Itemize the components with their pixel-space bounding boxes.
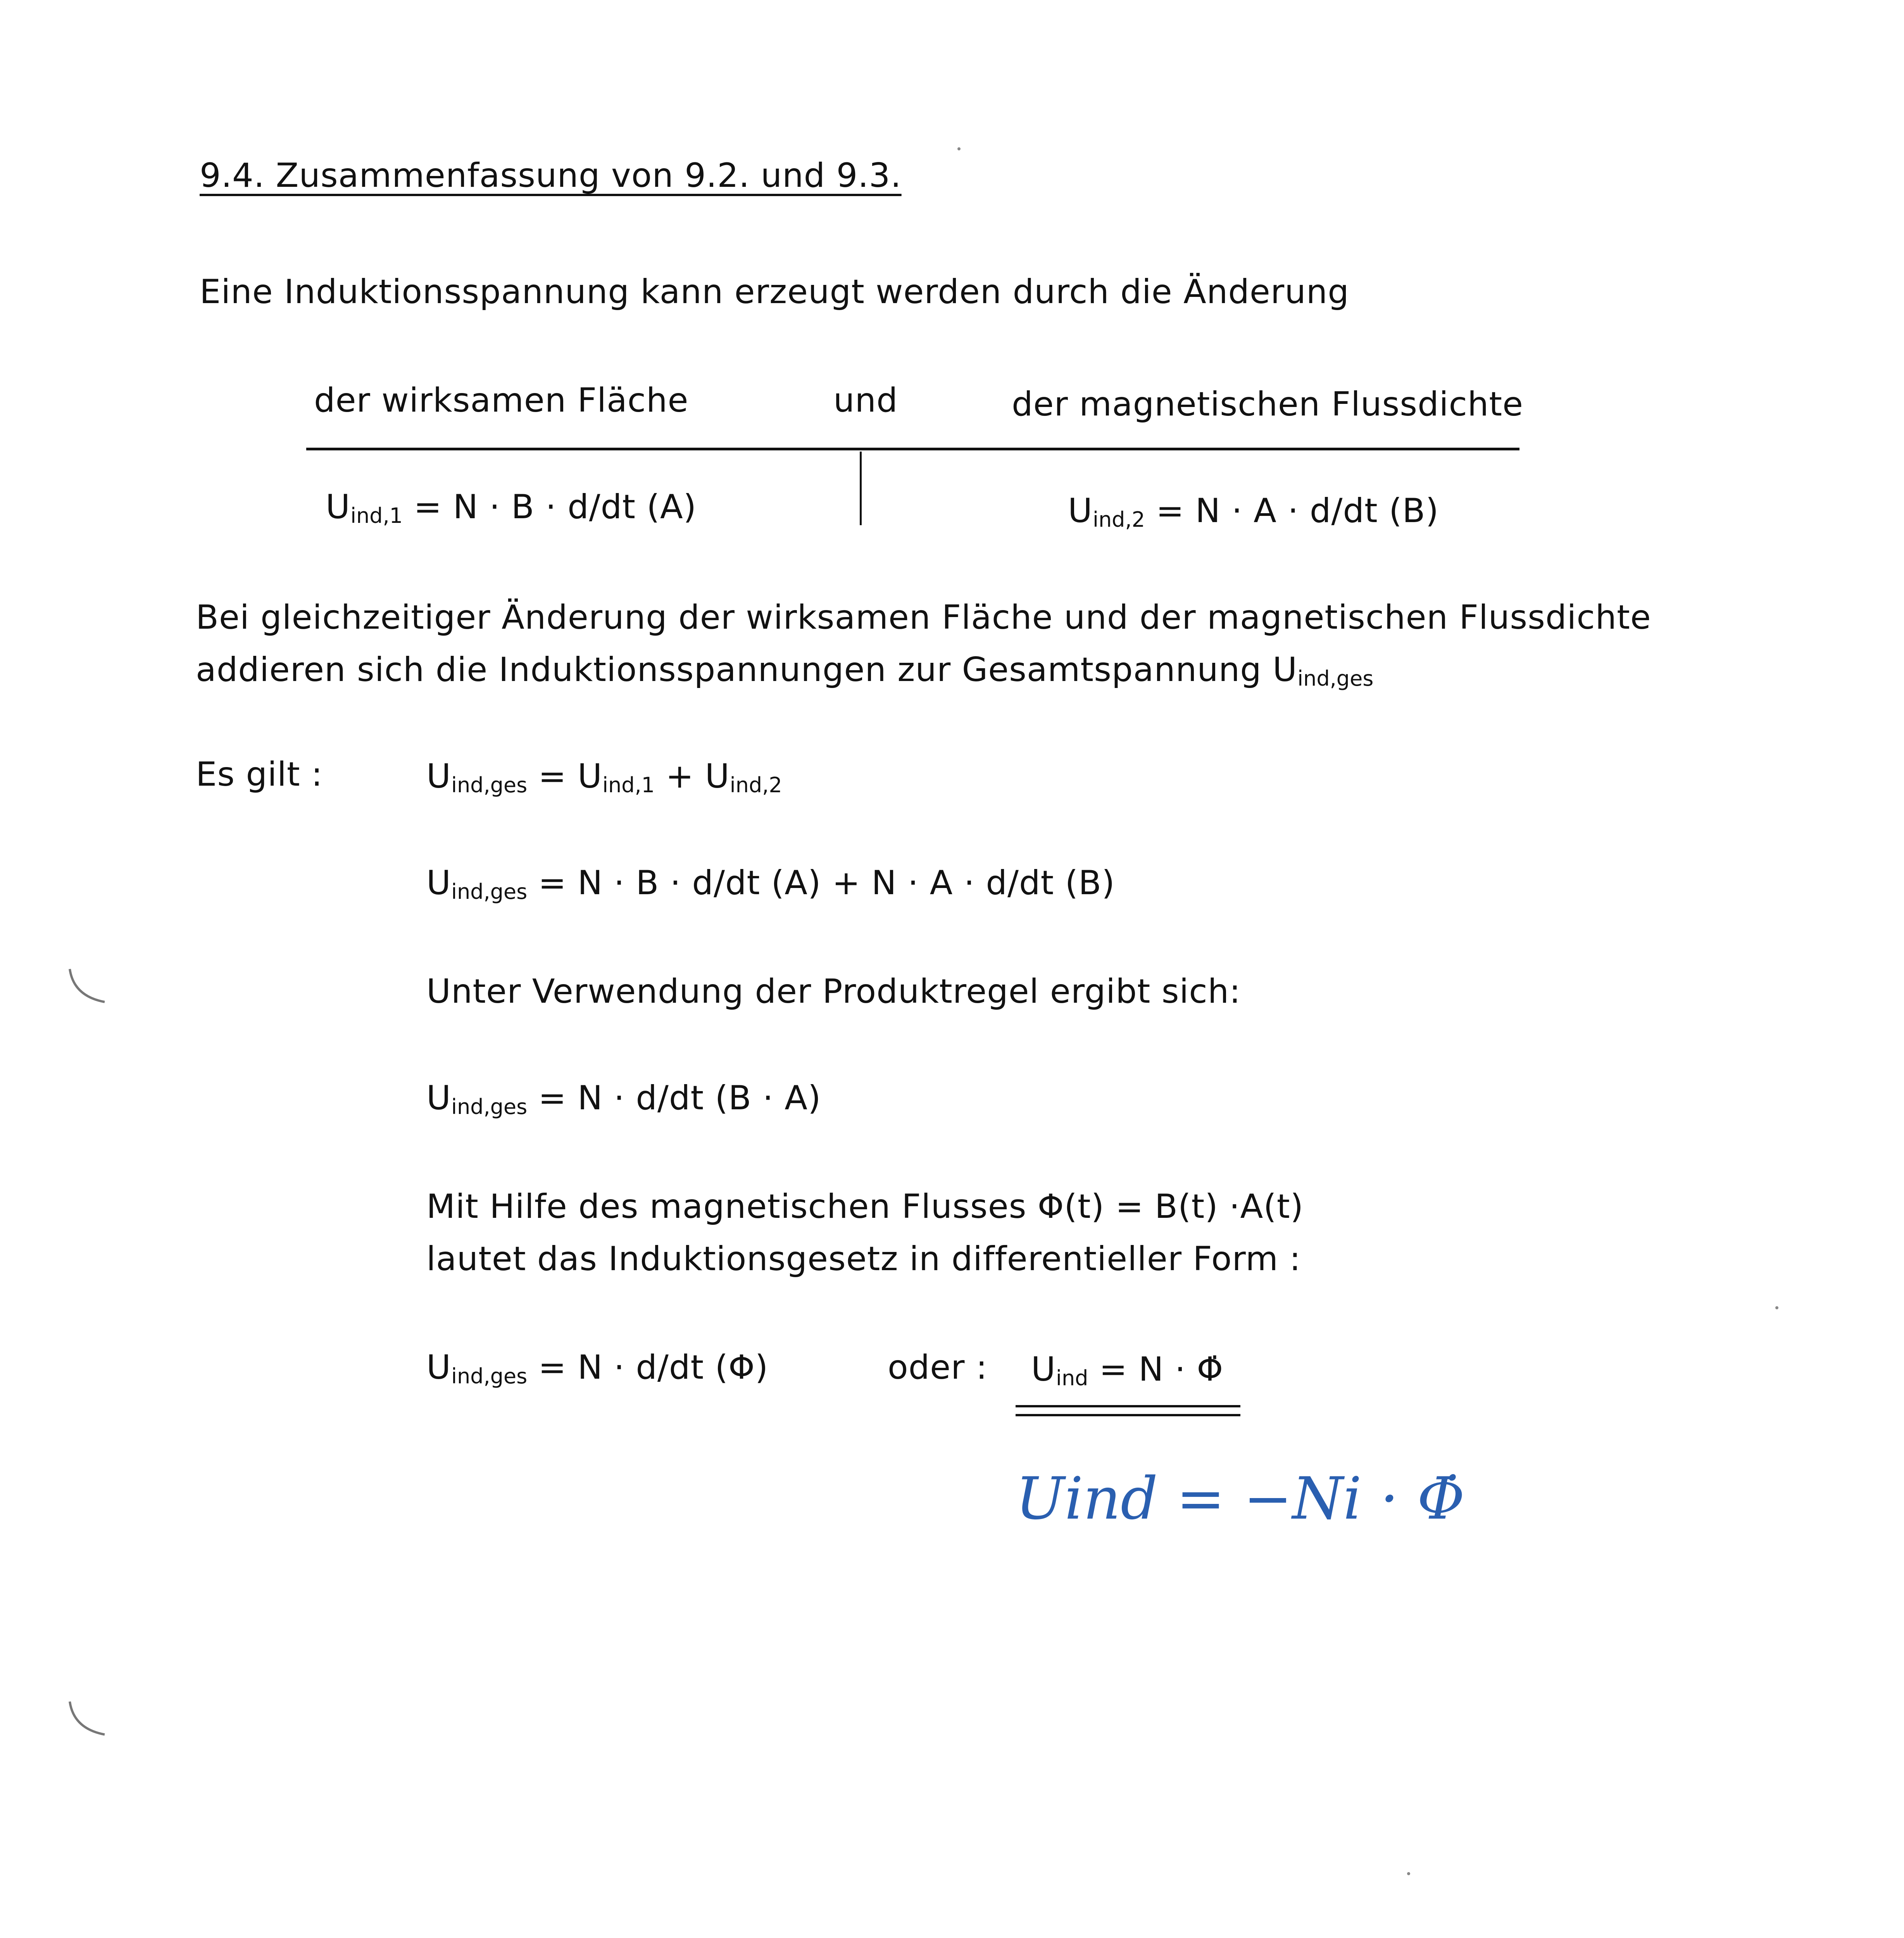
table-col-mid: und <box>833 381 898 420</box>
table-right-formula: $U_{ind,2} = N \cdot A \cdot d/dt$ (B) <box>1068 491 1439 532</box>
equation-2: $U_{ind,ges} = N \cdot B \cdot d/dt$ (A) + N · A · d/dt (B) <box>426 864 1115 904</box>
equation-4: $U_{ind,ges} = N \cdot d/dt$ (Φ) <box>426 1348 769 1388</box>
handwritten-formula: Uind = −Ni · Φ̇ <box>1016 1465 1465 1533</box>
intro-text: Eine Induktionsspannung kann erzeugt werden durch die Änderung <box>200 272 1349 311</box>
table-horizontal-rule <box>306 448 1519 450</box>
table-left-formula: $U_{ind,1} = N \cdot B \cdot d/dt$ (A) <box>326 488 697 528</box>
punch-hole-mark-lower <box>62 1698 116 1744</box>
double-underline-bottom <box>1016 1414 1240 1416</box>
equation-3: $U_{ind,ges} = N \cdot d/dt$ (B · A) <box>426 1079 821 1119</box>
scan-speck <box>1407 1872 1410 1875</box>
para2-line2: addieren sich die Induktionsspannungen zur Gesamtspannung $U_{ind,ges}$ <box>196 650 1374 691</box>
oder-label: oder : <box>888 1348 988 1387</box>
double-underline-top <box>1016 1405 1240 1407</box>
es-gilt-label: Es gilt : <box>196 755 323 794</box>
mit-hilfe-text: Mit Hilfe des magnetischen Flusses Φ(t) = B(t) ·A(t) <box>426 1187 1304 1226</box>
produktregel-text: Unter Verwendung der Produktregel ergibt sich: <box>426 972 1241 1011</box>
table-vertical-divider <box>860 452 862 525</box>
equation-1: $U_{ind,ges} = U_{ind,1} + U_{ind,2}$ <box>426 757 782 797</box>
lautet-text: lautet das Induktionsgesetz in differentieller Form : <box>426 1240 1301 1278</box>
scan-speck <box>1775 1306 1778 1309</box>
punch-hole-mark-upper <box>62 965 116 1012</box>
equation-5: $U_{ind} = N$ · Φ̇ <box>1031 1350 1224 1390</box>
table-col-right: der magnetischen Flussdichte <box>1012 385 1524 424</box>
para2-line1: Bei gleichzeitiger Änderung der wirksamen Fläche und der magnetischen Flussdichte <box>196 598 1651 637</box>
table-col-left: der wirksamen Fläche <box>314 381 689 420</box>
scan-speck <box>957 147 961 150</box>
section-heading: 9.4. Zusammenfassung von 9.2. und 9.3. <box>200 156 902 195</box>
